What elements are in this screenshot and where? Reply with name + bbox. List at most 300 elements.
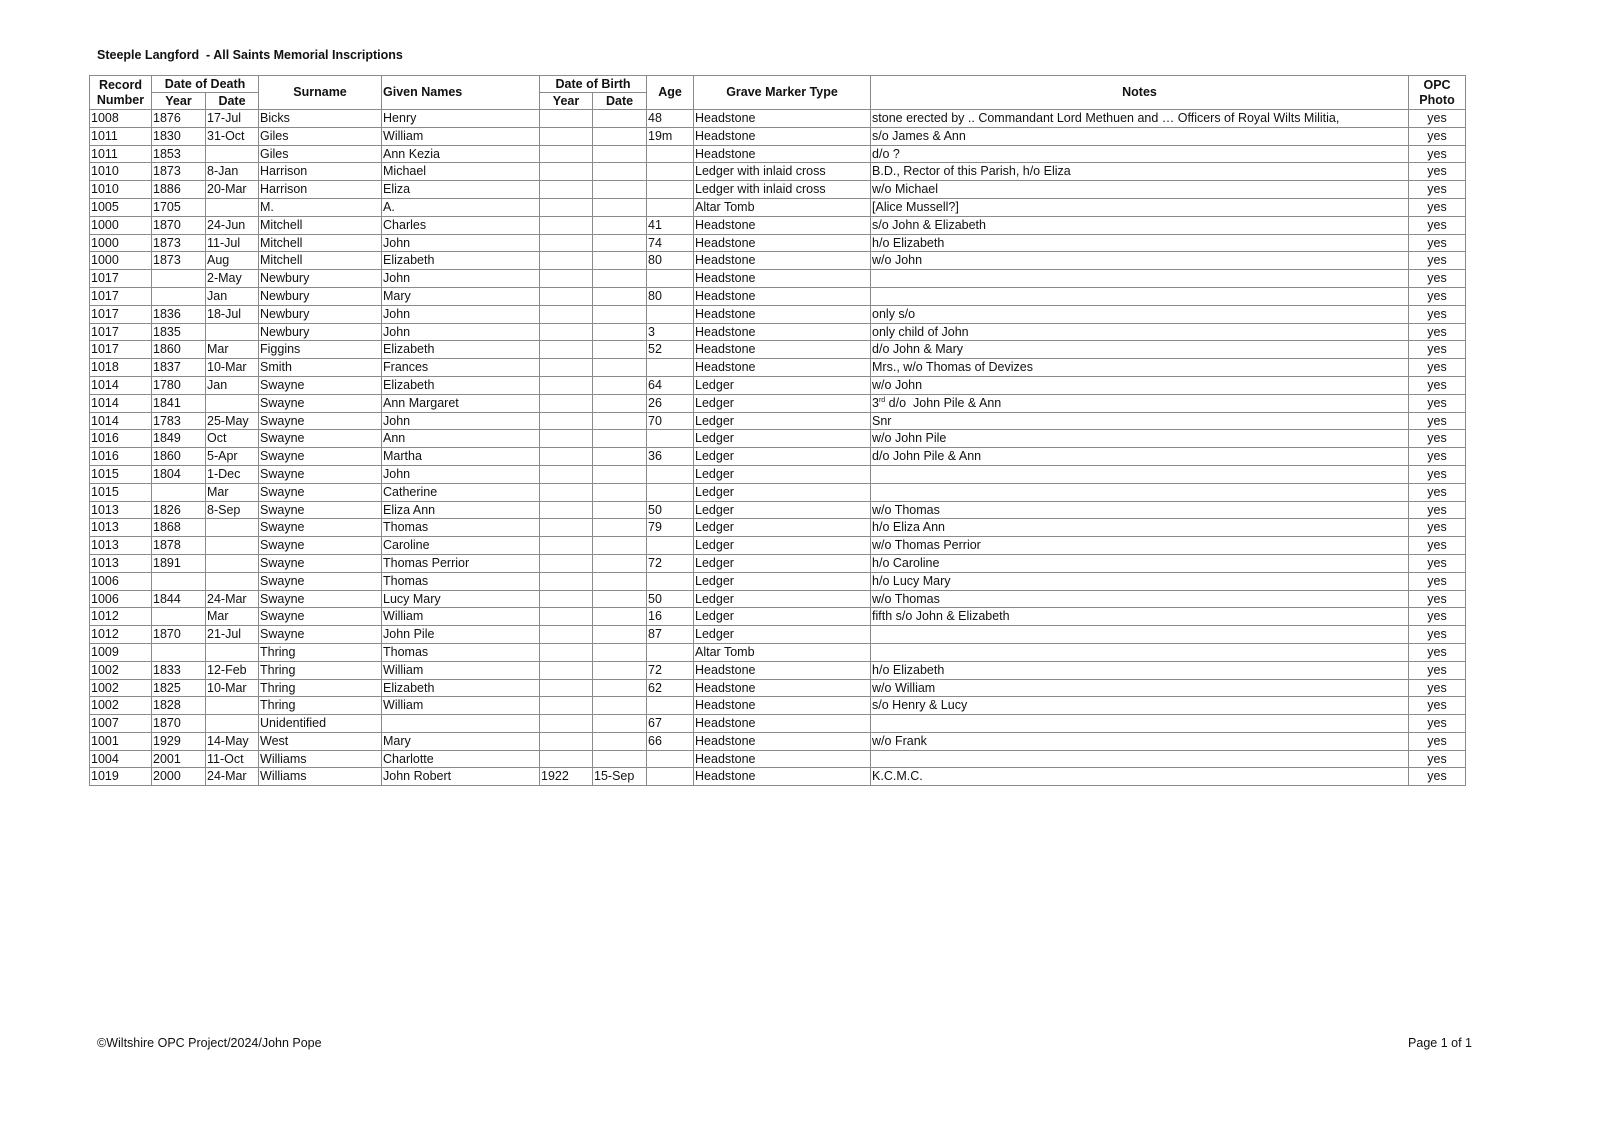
cell-age: 50 [647,590,694,608]
header-record-number: Record Number [90,76,152,110]
cell-surname: Thring [259,661,382,679]
cell-birth-date [593,483,647,501]
cell-record-number: 1013 [90,554,152,572]
cell-death-year: 1828 [152,697,206,715]
cell-opc-photo: yes [1409,127,1466,145]
cell-surname: Mitchell [259,252,382,270]
cell-record-number: 1009 [90,643,152,661]
cell-opc-photo: yes [1409,732,1466,750]
cell-grave-marker-type: Altar Tomb [694,643,871,661]
cell-death-year: 1870 [152,626,206,644]
cell-record-number: 1014 [90,394,152,412]
table-row [90,572,1466,590]
cell-opc-photo: yes [1409,554,1466,572]
cell-notes [871,626,1409,644]
cell-surname: Swayne [259,519,382,537]
cell-death-date [206,715,259,733]
cell-death-year: 1870 [152,715,206,733]
cell-surname: Newbury [259,323,382,341]
cell-death-date [206,145,259,163]
cell-surname: Newbury [259,305,382,323]
cell-record-number: 1017 [90,341,152,359]
cell-notes [871,715,1409,733]
table-row [90,341,1466,359]
cell-opc-photo: yes [1409,110,1466,128]
cell-death-date: 20-Mar [206,181,259,199]
cell-record-number: 1015 [90,483,152,501]
cell-grave-marker-type: Ledger [694,519,871,537]
cell-birth-year [540,626,593,644]
table-row [90,483,1466,501]
cell-birth-date: 15-Sep [593,768,647,786]
cell-opc-photo: yes [1409,287,1466,305]
cell-death-date: 8-Sep [206,501,259,519]
table-row [90,394,1466,412]
cell-notes: K.C.M.C. [871,768,1409,786]
cell-grave-marker-type: Ledger [694,465,871,483]
cell-death-date: 2-May [206,270,259,288]
cell-notes: s/o John & Elizabeth [871,216,1409,234]
cell-record-number: 1002 [90,697,152,715]
cell-notes [871,270,1409,288]
cell-grave-marker-type: Headstone [694,252,871,270]
header-opc-photo: OPC Photo [1409,76,1466,110]
cell-notes: [Alice Mussell?] [871,198,1409,216]
cell-notes: only child of John [871,323,1409,341]
cell-surname: Thring [259,679,382,697]
cell-notes [871,394,1409,412]
cell-given-names: Thomas [382,519,540,537]
cell-death-year: 1868 [152,519,206,537]
cell-birth-date [593,127,647,145]
cell-death-date: 11-Jul [206,234,259,252]
cell-age: 80 [647,252,694,270]
cell-given-names: Elizabeth [382,679,540,697]
cell-notes: h/o Elizabeth [871,234,1409,252]
cell-surname: Bicks [259,110,382,128]
cell-age: 36 [647,448,694,466]
cell-surname: Giles [259,145,382,163]
cell-age: 67 [647,715,694,733]
cell-death-year [152,643,206,661]
cell-birth-year [540,127,593,145]
cell-opc-photo: yes [1409,572,1466,590]
cell-surname: Swayne [259,412,382,430]
cell-death-date [206,554,259,572]
cell-birth-year: 1922 [540,768,593,786]
cell-grave-marker-type: Ledger [694,483,871,501]
cell-birth-date [593,198,647,216]
header-age: Age [647,76,694,110]
cell-death-date: 21-Jul [206,626,259,644]
header-death-year: Year [152,93,206,110]
cell-death-year: 1825 [152,679,206,697]
cell-grave-marker-type: Ledger [694,572,871,590]
cell-age: 19m [647,127,694,145]
header-date-of-death: Date of Death [152,76,259,93]
cell-opc-photo: yes [1409,430,1466,448]
table-row [90,465,1466,483]
cell-birth-date [593,448,647,466]
table-row [90,323,1466,341]
cell-notes: B.D., Rector of this Parish, h/o Eliza [871,163,1409,181]
cell-surname: Swayne [259,572,382,590]
cell-notes: w/o John [871,376,1409,394]
table-row [90,287,1466,305]
cell-death-date: 11-Oct [206,750,259,768]
cell-death-year: 1886 [152,181,206,199]
cell-given-names: Ann Kezia [382,145,540,163]
cell-grave-marker-type: Ledger [694,537,871,555]
cell-birth-date [593,537,647,555]
table-row [90,270,1466,288]
cell-grave-marker-type: Ledger [694,626,871,644]
cell-death-date: 10-Mar [206,679,259,697]
cell-death-date: 24-Mar [206,768,259,786]
table-row [90,643,1466,661]
cell-death-date: 1-Dec [206,465,259,483]
cell-death-date: Mar [206,341,259,359]
cell-record-number: 1012 [90,626,152,644]
cell-birth-year [540,323,593,341]
cell-surname: West [259,732,382,750]
cell-surname: Harrison [259,181,382,199]
cell-grave-marker-type: Ledger [694,376,871,394]
cell-grave-marker-type: Ledger [694,412,871,430]
cell-birth-year [540,234,593,252]
cell-surname: Williams [259,750,382,768]
cell-death-year: 1860 [152,341,206,359]
cell-notes: w/o John [871,252,1409,270]
cell-death-date: Jan [206,287,259,305]
cell-age [647,181,694,199]
cell-birth-date [593,216,647,234]
cell-record-number: 1002 [90,661,152,679]
header-surname: Surname [259,76,382,110]
cell-given-names: Michael [382,163,540,181]
cell-given-names: Frances [382,359,540,377]
cell-notes: h/o Caroline [871,554,1409,572]
cell-surname: Mitchell [259,216,382,234]
cell-death-year: 1870 [152,216,206,234]
cell-notes: w/o Thomas [871,501,1409,519]
cell-death-date: Mar [206,608,259,626]
cell-birth-year [540,376,593,394]
cell-death-year [152,608,206,626]
cell-age: 64 [647,376,694,394]
cell-death-year: 1891 [152,554,206,572]
cell-given-names: Thomas [382,572,540,590]
cell-death-year [152,483,206,501]
cell-birth-date [593,608,647,626]
cell-given-names: Mary [382,287,540,305]
cell-given-names: John [382,465,540,483]
cell-record-number: 1001 [90,732,152,750]
cell-opc-photo: yes [1409,305,1466,323]
cell-birth-date [593,572,647,590]
cell-record-number: 1000 [90,252,152,270]
cell-death-date [206,519,259,537]
cell-grave-marker-type: Headstone [694,216,871,234]
table-body [90,110,1466,786]
cell-death-date [206,323,259,341]
cell-birth-date [593,679,647,697]
header-birth-year: Year [540,93,593,110]
table-row [90,537,1466,555]
table-row [90,768,1466,786]
cell-given-names: Eliza [382,181,540,199]
cell-record-number: 1000 [90,216,152,234]
cell-notes: w/o Thomas Perrior [871,537,1409,555]
cell-birth-year [540,430,593,448]
cell-grave-marker-type: Ledger [694,501,871,519]
cell-age: 72 [647,661,694,679]
cell-birth-date [593,626,647,644]
cell-grave-marker-type: Headstone [694,323,871,341]
cell-record-number: 1013 [90,537,152,555]
cell-death-date [206,572,259,590]
cell-opc-photo: yes [1409,626,1466,644]
cell-surname: Mitchell [259,234,382,252]
cell-surname: Swayne [259,465,382,483]
cell-given-names: Ann Margaret [382,394,540,412]
cell-given-names: John [382,270,540,288]
table-row [90,554,1466,572]
cell-age: 26 [647,394,694,412]
cell-death-year: 1876 [152,110,206,128]
cell-surname: M. [259,198,382,216]
table-row [90,519,1466,537]
cell-birth-date [593,359,647,377]
notes-ordinal-suffix: rd [878,396,886,404]
cell-grave-marker-type: Headstone [694,127,871,145]
cell-death-date [206,394,259,412]
cell-notes: h/o Eliza Ann [871,519,1409,537]
cell-surname: Swayne [259,626,382,644]
cell-given-names: John [382,323,540,341]
cell-surname: Swayne [259,590,382,608]
cell-opc-photo: yes [1409,590,1466,608]
cell-record-number: 1017 [90,287,152,305]
header-notes: Notes [871,76,1409,110]
cell-surname: Giles [259,127,382,145]
cell-death-date: 14-May [206,732,259,750]
cell-birth-year [540,483,593,501]
cell-age: 62 [647,679,694,697]
cell-notes: Snr [871,412,1409,430]
cell-death-date: 18-Jul [206,305,259,323]
cell-opc-photo: yes [1409,163,1466,181]
cell-notes: w/o Frank [871,732,1409,750]
cell-birth-year [540,252,593,270]
table-row [90,412,1466,430]
header-date-of-birth: Date of Birth [540,76,647,93]
cell-birth-date [593,181,647,199]
cell-notes [871,287,1409,305]
cell-surname: Thring [259,697,382,715]
cell-surname: Newbury [259,287,382,305]
cell-death-year: 1835 [152,323,206,341]
cell-age: 70 [647,412,694,430]
cell-surname: Harrison [259,163,382,181]
cell-death-year: 1780 [152,376,206,394]
cell-grave-marker-type: Headstone [694,341,871,359]
cell-death-year: 1783 [152,412,206,430]
cell-death-year [152,572,206,590]
cell-birth-year [540,537,593,555]
cell-birth-date [593,715,647,733]
cell-age [647,305,694,323]
cell-death-date [206,697,259,715]
cell-record-number: 1013 [90,501,152,519]
cell-given-names: Thomas [382,643,540,661]
cell-record-number: 1016 [90,430,152,448]
cell-record-number: 1007 [90,715,152,733]
table-row [90,661,1466,679]
table-row [90,376,1466,394]
cell-given-names: John [382,412,540,430]
cell-birth-date [593,376,647,394]
cell-birth-year [540,750,593,768]
cell-notes: Mrs., w/o Thomas of Devizes [871,359,1409,377]
cell-notes: s/o Henry & Lucy [871,697,1409,715]
cell-birth-date [593,252,647,270]
table-row [90,697,1466,715]
cell-birth-date [593,697,647,715]
cell-notes: d/o ? [871,145,1409,163]
cell-record-number: 1010 [90,181,152,199]
cell-grave-marker-type: Headstone [694,732,871,750]
cell-record-number: 1010 [90,163,152,181]
cell-record-number: 1014 [90,412,152,430]
cell-birth-year [540,198,593,216]
cell-death-year: 1826 [152,501,206,519]
table-row [90,590,1466,608]
cell-grave-marker-type: Headstone [694,697,871,715]
cell-death-date: 31-Oct [206,127,259,145]
cell-death-year: 1830 [152,127,206,145]
cell-given-names: Martha [382,448,540,466]
cell-record-number: 1013 [90,519,152,537]
cell-record-number: 1002 [90,679,152,697]
cell-surname: Swayne [259,554,382,572]
cell-birth-year [540,359,593,377]
cell-opc-photo: yes [1409,270,1466,288]
cell-notes: s/o James & Ann [871,127,1409,145]
cell-age [647,198,694,216]
cell-age [647,750,694,768]
cell-death-year: 2001 [152,750,206,768]
cell-death-date: 12-Feb [206,661,259,679]
cell-birth-date [593,287,647,305]
cell-birth-date [593,465,647,483]
cell-surname: Swayne [259,483,382,501]
cell-given-names: John [382,305,540,323]
cell-notes: stone erected by .. Commandant Lord Methuen and … Officers of Royal Wilts Militia, [871,110,1409,128]
cell-record-number: 1018 [90,359,152,377]
cell-death-year: 1833 [152,661,206,679]
cell-surname: Unidentified [259,715,382,733]
cell-grave-marker-type: Headstone [694,287,871,305]
cell-death-year: 1804 [152,465,206,483]
memorial-inscriptions-table [89,75,1466,786]
cell-notes: h/o Lucy Mary [871,572,1409,590]
cell-age [647,430,694,448]
cell-record-number: 1017 [90,270,152,288]
cell-birth-date [593,750,647,768]
cell-opc-photo: yes [1409,394,1466,412]
cell-grave-marker-type: Headstone [694,661,871,679]
cell-death-date: 8-Jan [206,163,259,181]
cell-birth-year [540,341,593,359]
cell-opc-photo: yes [1409,608,1466,626]
cell-age: 16 [647,608,694,626]
cell-opc-photo: yes [1409,679,1466,697]
cell-notes [871,483,1409,501]
cell-opc-photo: yes [1409,643,1466,661]
cell-surname: Swayne [259,501,382,519]
cell-given-names: Elizabeth [382,252,540,270]
cell-death-year: 1844 [152,590,206,608]
cell-age [647,643,694,661]
cell-record-number: 1011 [90,145,152,163]
cell-birth-date [593,643,647,661]
table-row [90,145,1466,163]
cell-opc-photo: yes [1409,198,1466,216]
cell-given-names: William [382,697,540,715]
cell-surname: Williams [259,768,382,786]
cell-death-year [152,270,206,288]
cell-birth-date [593,590,647,608]
table-row [90,127,1466,145]
cell-death-date: 24-Jun [206,216,259,234]
cell-death-year: 1860 [152,448,206,466]
table-row [90,359,1466,377]
cell-birth-date [593,519,647,537]
table-row [90,448,1466,466]
cell-opc-photo: yes [1409,252,1466,270]
cell-birth-year [540,501,593,519]
cell-record-number: 1012 [90,608,152,626]
cell-notes [871,465,1409,483]
cell-record-number: 1008 [90,110,152,128]
cell-death-date: Mar [206,483,259,501]
cell-given-names: John Robert [382,768,540,786]
cell-grave-marker-type: Headstone [694,750,871,768]
cell-birth-year [540,715,593,733]
cell-birth-year [540,181,593,199]
cell-record-number: 1006 [90,590,152,608]
cell-death-date [206,537,259,555]
cell-given-names: Eliza Ann [382,501,540,519]
cell-age [647,697,694,715]
cell-death-year: 1929 [152,732,206,750]
cell-surname: Swayne [259,537,382,555]
table-row [90,252,1466,270]
cell-death-year: 1837 [152,359,206,377]
cell-death-year: 1849 [152,430,206,448]
cell-opc-photo: yes [1409,145,1466,163]
cell-death-date [206,198,259,216]
cell-grave-marker-type: Ledger [694,448,871,466]
cell-grave-marker-type: Ledger with inlaid cross [694,181,871,199]
table-row [90,163,1466,181]
cell-birth-date [593,554,647,572]
cell-death-date: 17-Jul [206,110,259,128]
cell-age: 72 [647,554,694,572]
cell-age [647,163,694,181]
cell-given-names: Henry [382,110,540,128]
